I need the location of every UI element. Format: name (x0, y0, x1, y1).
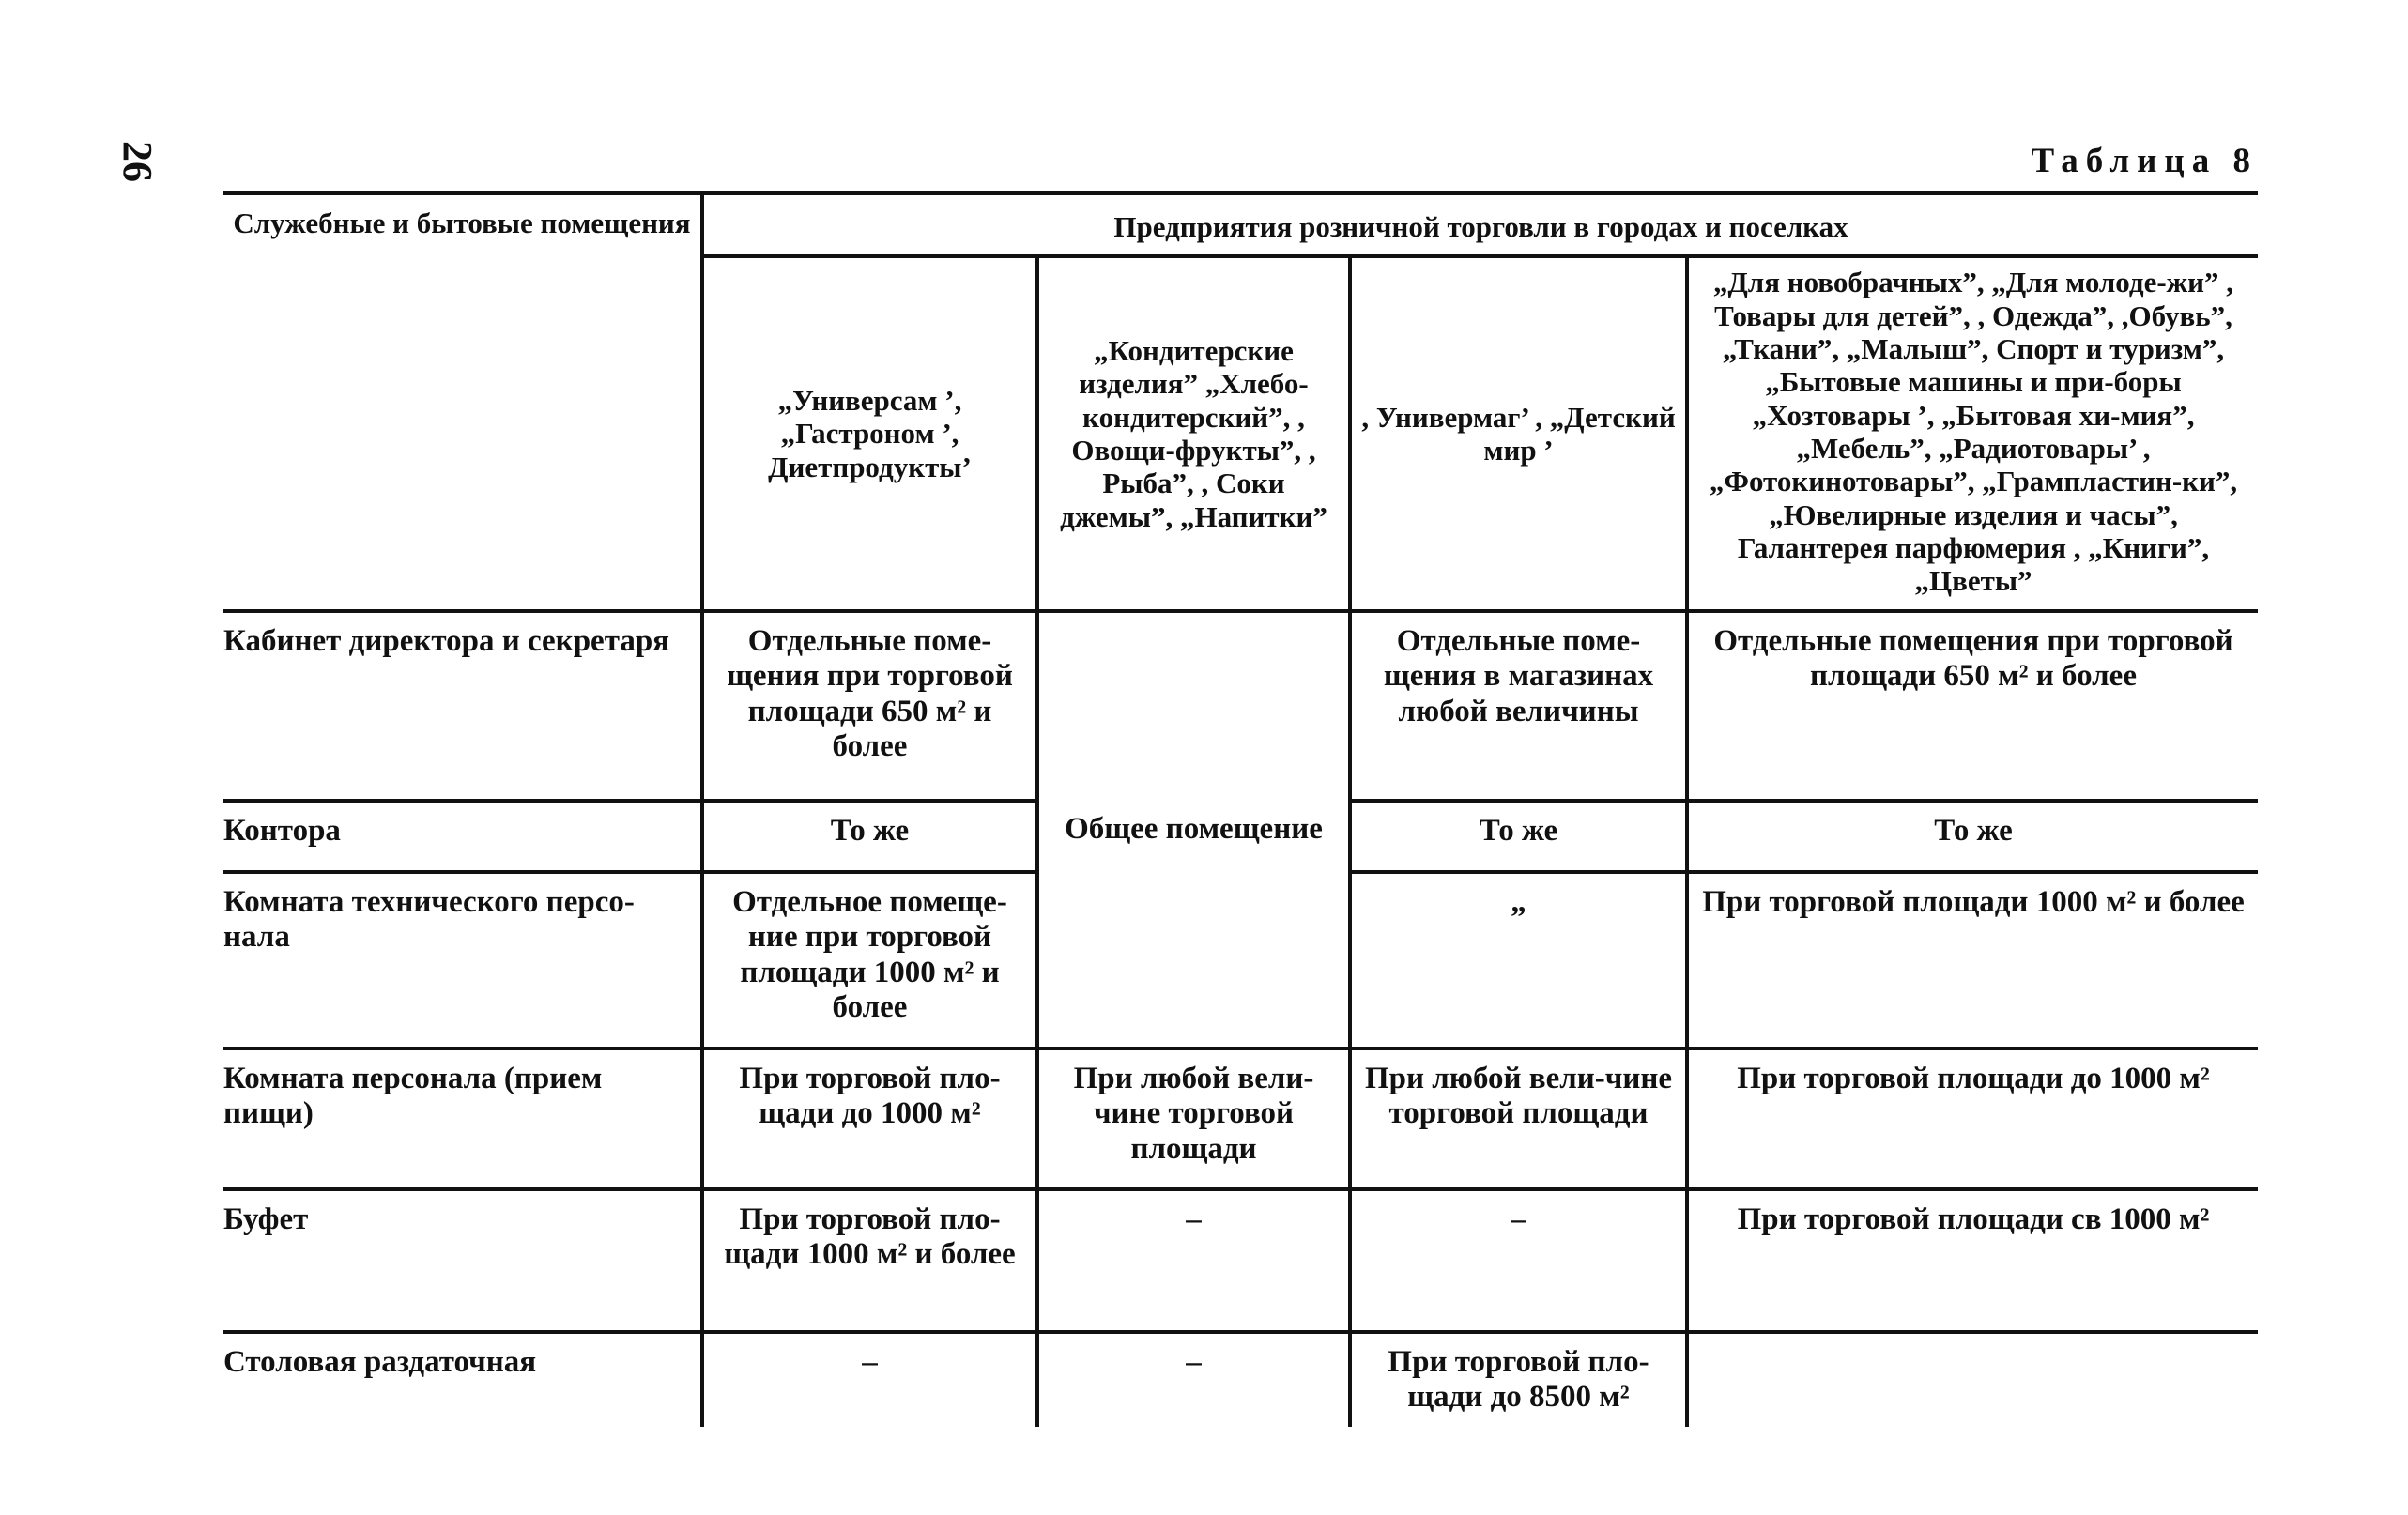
row-label: Кабинет директора и секретаря (223, 611, 702, 801)
column-header-specialty-stores: „Для новобрачных”, „Для молоде-жи” , Товары для детей”, , Одежда”, ,Обувь”, „Ткани”, „Малыш”, Спорт и туризм”, „Бытовые машины и при-боры „Хозтовары ’, „Бытовая хи-мия”, „Мебель”, „Радиотовары’ , „Фотокинотовары”, „Грампластин-ки”, „Ювелирные изделия и часы”, Галантерея парфюмерия , „Книги”, „Цветы” (1687, 256, 2258, 610)
table-cell: – (1037, 1189, 1350, 1332)
column-header-universam: „Универсам ’, „Гастроном ’, Диетпродукты’ (702, 256, 1037, 610)
corner-header: Служебные и бытовые помещения (223, 193, 702, 611)
table-cell: При торговой площади св 1000 м² (1687, 1189, 2258, 1332)
row-label: Столовая раздаточная (223, 1344, 537, 1379)
table-cell: При любой вели-чине торговой площади (1037, 1048, 1350, 1189)
table-cell: – (702, 1332, 1037, 1427)
table-cell: При торговой пло-щади до 1000 м² (702, 1048, 1037, 1189)
table-row (223, 1189, 2258, 1332)
merged-cell-common-room: Общее помещение (1037, 611, 1350, 1048)
table-row (223, 1048, 2258, 1189)
row-label: Контора (223, 801, 702, 872)
row-label: Комната технического персо-нала (223, 872, 702, 1048)
retail-premises-table (223, 191, 2258, 1427)
table-cell: Отдельное помеще-ние при торговой площади 1000 м² и более (702, 872, 1037, 1048)
table-cell: – (1037, 1332, 1350, 1427)
table-cell: При торговой площади 1000 м² и более (1687, 872, 2258, 1048)
group-header: Предприятия розничной торговли в городах и поселках (702, 193, 2258, 256)
table-cell: Отдельные помещения при торговой площади 650 м² и более (1687, 611, 2258, 801)
column-header-confectionery: „Кондитерские изделия” „Хлебо-кондитерский”, , Овощи-фрукты”, , Рыба”, , Соки джемы”, „Напитки” (1037, 256, 1350, 610)
table-cell: Отдельные поме-щения при торговой площади 650 м² и более (702, 611, 1037, 801)
table-cell: То же (1350, 801, 1687, 872)
row-label: Буфет (223, 1189, 702, 1332)
table-row (223, 1332, 2258, 1427)
table-cell: То же (702, 801, 1037, 872)
table-cell: При торговой площади до 1000 м² (1687, 1048, 2258, 1189)
table-caption: Таблица 8 (2031, 142, 2258, 180)
table-cell: „ (1350, 872, 1687, 1048)
column-header-univermag: , Универмаг’ , „Детский мир ’ (1350, 256, 1687, 610)
table-cell: То же (1687, 801, 2258, 872)
table-cell (1687, 1332, 2258, 1427)
table-cell: При торговой пло-щади до 8500 м² (1350, 1332, 1687, 1427)
table-cell: При любой вели-чине торговой площади (1350, 1048, 1687, 1189)
table-cell: – (1350, 1189, 1687, 1332)
table-cell: Отдельные поме-щения в магазинах любой величины (1350, 611, 1687, 801)
table-cell: При торговой пло-щади 1000 м² и более (702, 1189, 1037, 1332)
page-number: 26 (115, 141, 161, 182)
table-row (223, 611, 2258, 801)
row-label: Комната персонала (прием пищи) (223, 1048, 702, 1189)
